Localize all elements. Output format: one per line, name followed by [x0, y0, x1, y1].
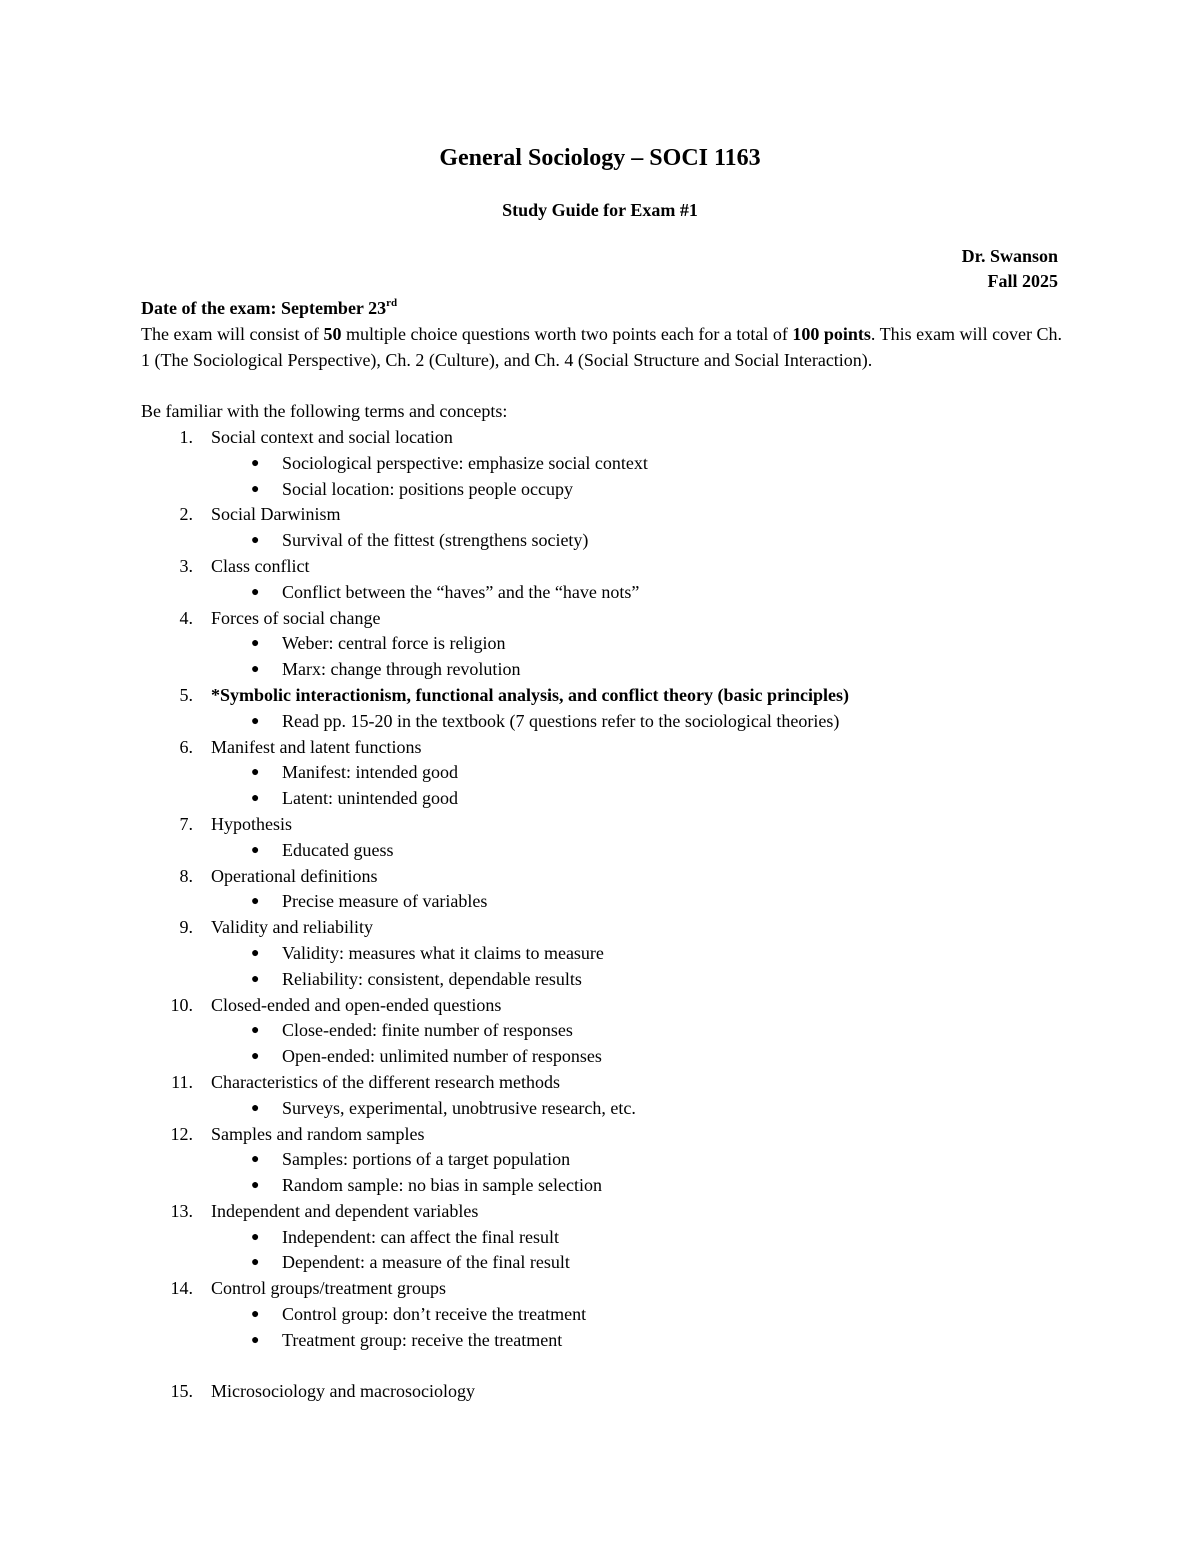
sub-list [141, 1147, 1071, 1199]
bullet-icon: ● [251, 636, 260, 652]
list-item [141, 1276, 1071, 1302]
sub-list-item-text: Latent: unintended good [282, 788, 458, 809]
term-label: Fall 2025 [987, 271, 1058, 291]
list-item-number: 10. [170, 994, 193, 1015]
list-item-label: Independent and dependent variables [211, 1200, 479, 1221]
sub-list-item [141, 1302, 1071, 1328]
list-item [141, 993, 1071, 1019]
sub-list-item [141, 477, 1071, 503]
list-item-label: Social context and social location [211, 426, 453, 447]
list-item-label: Manifest and latent functions [211, 736, 422, 757]
sub-list [141, 580, 1071, 606]
document-body [141, 296, 1071, 1405]
sub-list [141, 631, 1071, 683]
sub-list-item-text: Independent: can affect the final result [282, 1226, 560, 1247]
sub-list-item-text: Precise measure of variables [282, 891, 488, 912]
sub-list [141, 941, 1071, 993]
exam-date [141, 296, 1071, 322]
document-subtitle: Study Guide for Exam #1 [502, 200, 698, 220]
bullet-icon: ● [251, 1178, 260, 1194]
list-item-label: Samples and random samples [211, 1123, 425, 1144]
sub-list [141, 1302, 1071, 1354]
bullet-icon: ● [251, 584, 260, 600]
sub-list [141, 760, 1071, 812]
exam-description-part: The exam will consist of [141, 323, 324, 344]
topics-list [141, 425, 1071, 1405]
sub-list-item-text: Control group: don’t receive the treatment [282, 1304, 587, 1325]
list-item-number: 13. [170, 1200, 193, 1221]
sub-list [141, 838, 1071, 864]
bullet-icon: ● [251, 945, 260, 961]
exam-description [141, 322, 1071, 374]
sub-list [141, 1018, 1071, 1070]
sub-list-item-text: Survival of the fittest (strengthens society) [282, 530, 589, 551]
list-item-label: Closed-ended and open-ended questions [211, 994, 502, 1015]
sub-list-item-text: Samples: portions of a target population [282, 1149, 571, 1170]
list-item [141, 735, 1071, 761]
list-item-number: 3. [179, 555, 193, 576]
list-item [141, 1379, 1071, 1405]
terms-intro: Be familiar with the following terms and concepts: [141, 401, 508, 422]
sub-list-item-text: Marx: change through revolution [282, 659, 521, 680]
list-item-number: 9. [179, 917, 193, 938]
bullet-icon: ● [251, 1229, 260, 1245]
list-item [141, 1070, 1071, 1096]
list-item-number: 12. [170, 1123, 193, 1144]
bullet-icon: ● [251, 842, 260, 858]
bullet-icon: ● [251, 765, 260, 781]
list-item [141, 502, 1071, 528]
sub-list-item [141, 1096, 1071, 1122]
sub-list-item [141, 1328, 1071, 1354]
sub-list [141, 709, 1071, 735]
instructor-block [962, 244, 1058, 294]
bullet-icon: ● [251, 713, 260, 729]
exam-description-part: multiple choice questions worth two points each for a total of [341, 323, 793, 344]
sub-list-item-text: Educated guess [282, 839, 394, 860]
list-item [141, 425, 1071, 451]
sub-list-item-text: Manifest: intended good [282, 762, 458, 783]
sub-list [141, 528, 1071, 554]
sub-list-item-text: Random sample: no bias in sample selection [282, 1175, 602, 1196]
sub-list-item-text: Close-ended: finite number of responses [282, 1020, 573, 1041]
sub-list-item [141, 528, 1071, 554]
sub-list-item [141, 580, 1071, 606]
sub-list-item [141, 1225, 1071, 1251]
list-item-number: 11. [171, 1071, 193, 1092]
list-item-number: 6. [179, 736, 193, 757]
list-item [141, 864, 1071, 890]
list-item [141, 1199, 1071, 1225]
sub-list-item-text: Weber: central force is religion [282, 633, 506, 654]
list-item-number: 2. [179, 504, 193, 525]
sub-list-item [141, 941, 1071, 967]
bullet-icon: ● [251, 455, 260, 471]
list-item-number: 15. [170, 1381, 193, 1402]
sub-list-item [141, 1018, 1071, 1044]
bullet-icon: ● [251, 662, 260, 678]
bullet-icon: ● [251, 1255, 260, 1271]
list-item-number: 14. [170, 1278, 193, 1299]
bullet-icon: ● [251, 1049, 260, 1065]
list-item [141, 554, 1071, 580]
sub-list-item [141, 631, 1071, 657]
sub-list-item-text: Sociological perspective: emphasize social context [282, 452, 648, 473]
bullet-icon: ● [251, 481, 260, 497]
total-points: 100 points [792, 323, 871, 344]
exam-description-part: . This exam will cover Ch. 1 (The Sociological Perspective), Ch. 2 (Culture), and Ch. 4 (Social Structure and Social Interaction). [141, 323, 1063, 370]
list-item-label: Class conflict [211, 555, 310, 576]
document-title: General Sociology – SOCI 1163 [439, 145, 761, 171]
list-item [141, 1122, 1071, 1148]
sub-list-item-text: Read pp. 15-20 in the textbook (7 questions refer to the sociological theories) [282, 710, 840, 731]
sub-list-item [141, 889, 1071, 915]
bullet-icon: ● [251, 1023, 260, 1039]
bullet-icon: ● [251, 1307, 260, 1323]
sub-list-item-text: Validity: measures what it claims to measure [282, 942, 604, 963]
instructor-name: Dr. Swanson [961, 246, 1058, 266]
sub-list-item-text: Treatment group: receive the treatment [282, 1329, 563, 1350]
sub-list-item-text: Reliability: consistent, dependable results [282, 968, 582, 989]
list-item-label: Control groups/treatment groups [211, 1278, 446, 1299]
sub-list-item [141, 709, 1071, 735]
bullet-icon: ● [251, 533, 260, 549]
sub-list-item-text: Social location: positions people occupy [282, 478, 573, 499]
list-item-label: Validity and reliability [211, 917, 373, 938]
bullet-icon: ● [251, 1100, 260, 1116]
list-item [141, 683, 1071, 709]
list-item-number: 5. [179, 684, 193, 705]
list-item-label: Characteristics of the different research methods [211, 1071, 561, 1092]
sub-list [141, 889, 1071, 915]
sub-list-item-text: Dependent: a measure of the final result [282, 1252, 570, 1273]
spacer [141, 373, 1071, 399]
sub-list-item [141, 786, 1071, 812]
list-item-number: 7. [179, 813, 193, 834]
sub-list [141, 1096, 1071, 1122]
sub-list-item-text: Conflict between the “haves” and the “have nots” [282, 581, 640, 602]
sub-list-item-text: Open-ended: unlimited number of responses [282, 1046, 602, 1067]
sub-list-item [141, 1147, 1071, 1173]
bullet-icon: ● [251, 894, 260, 910]
sub-list-item [141, 1044, 1071, 1070]
sub-list-item [141, 1250, 1071, 1276]
list-item-number: 8. [179, 865, 193, 886]
bullet-icon: ● [251, 1152, 260, 1168]
list-item-label: Hypothesis [211, 813, 292, 834]
list-item [141, 606, 1071, 632]
list-item-label: Forces of social change [211, 607, 381, 628]
sub-list-item [141, 451, 1071, 477]
bullet-icon: ● [251, 791, 260, 807]
list-item [141, 812, 1071, 838]
bullet-icon: ● [251, 1332, 260, 1348]
sub-list-item-text: Surveys, experimental, unobtrusive research, etc. [282, 1097, 636, 1118]
sub-list-item [141, 1173, 1071, 1199]
sub-list-item [141, 967, 1071, 993]
bullet-icon: ● [251, 971, 260, 987]
list-item-number: 4. [179, 607, 193, 628]
list-item [141, 915, 1071, 941]
exam-date-text: Date of the exam: September 23 [141, 298, 387, 318]
list-item-label: Operational definitions [211, 865, 378, 886]
list-item-label: Social Darwinism [211, 504, 341, 525]
num-questions: 50 [323, 323, 342, 344]
list-item-label: *Symbolic interactionism, functional analysis, and conflict theory (basic principles) [211, 684, 850, 705]
sub-list [141, 451, 1071, 503]
sub-list-item [141, 657, 1071, 683]
sub-list-item [141, 760, 1071, 786]
sub-list-item [141, 838, 1071, 864]
list-item-label: Microsociology and macrosociology [211, 1381, 475, 1402]
list-item-number: 1. [179, 426, 193, 447]
sub-list [141, 1225, 1071, 1277]
exam-date-suffix: rd [386, 297, 398, 309]
